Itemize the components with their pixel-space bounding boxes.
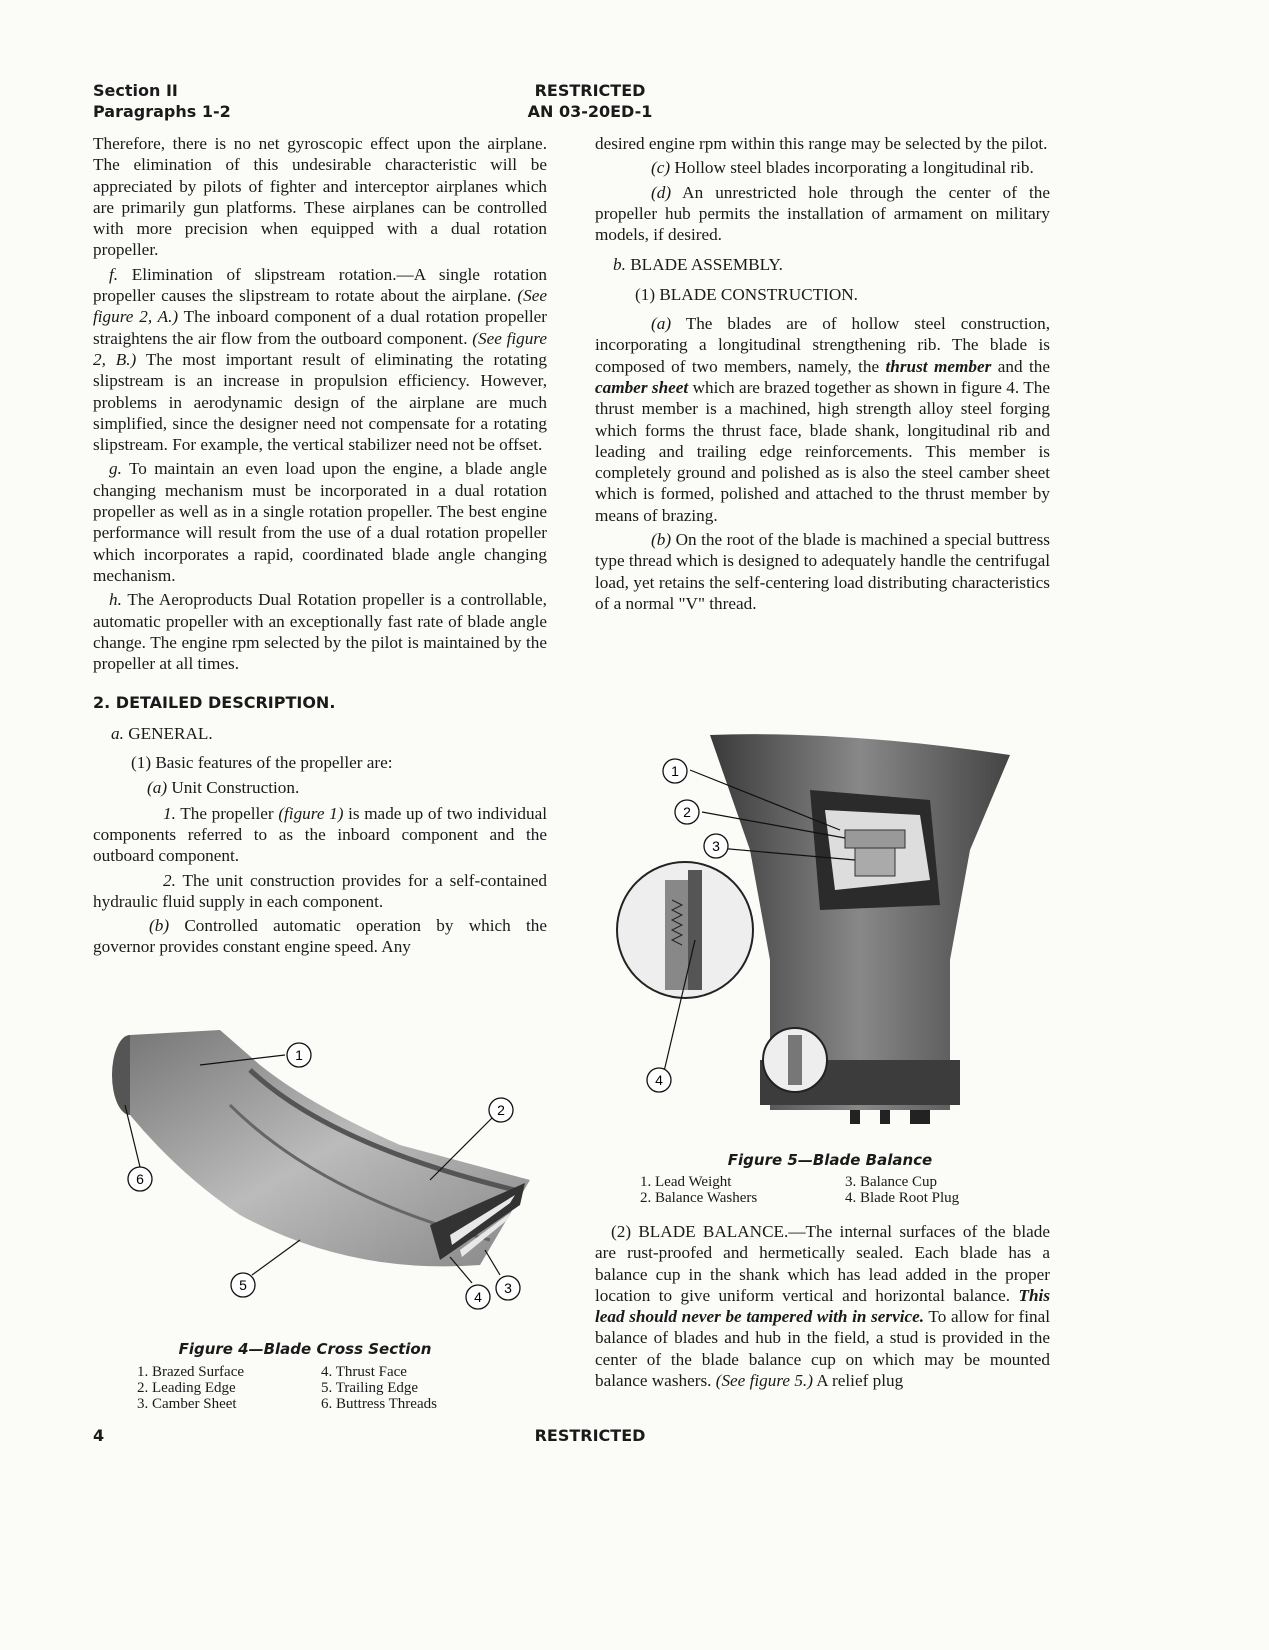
subheading-general [111,723,547,744]
paragraph-construction-a [595,313,1050,526]
list-item-2 [93,870,547,913]
paragraph-text: The Aeroproducts Dual Rotation propeller is a controllable, automatic propeller with an exceptionally fast rate of blade angle change. The engine rpm selected by the pilot is maintained by the propeller at all times. [93,590,547,674]
paragraph-text: On the root of the blade is machined a special buttress type thread which is designed to adequately handle the centrifugal load, yet retains the self-centering load distributing characteristics of a normal "V" thread. [595,530,1050,613]
callout-2 [675,800,699,824]
page-header-left [93,80,231,122]
subheading-text: GENERAL. [128,723,213,743]
legend-item: 1. Brazed Surface [137,1364,245,1380]
item-text: Hollow steel blades incorporating a longitudinal rib. [674,158,1034,178]
paragraph-text: —The internal surfaces of the blade are rust-proofed and hermetically sealed. Each blade has a balance cup in the shank which has lead added in the proper location to give uniform vertical and horizontal balance. [595,1222,1050,1305]
item-label: g. [109,459,122,479]
figure-5-caption: Figure 5—Blade Balance [727,1151,933,1169]
callout-2 [489,1098,513,1122]
svg-text:2: 2 [497,1102,505,1118]
item-text: Controlled automatic operation by which the governor provides constant engine speed. Any [93,916,547,957]
term-emphasis: thrust member [885,356,992,376]
list-item-b [93,915,547,958]
paragraph-blade-balance [595,1221,1050,1391]
callout-4 [466,1285,490,1309]
legend-item: 4. Blade Root Plug [845,1190,960,1206]
paragraph-text: The most important result of eliminating the rotating slipstream is an increase in propulsion efficiency. However, problems in aerodynamic design of the airplane are much simplified, since the designer need not compensate for a rotating slipstream. For example, the vertical stabilizer need not be offset. [93,349,547,455]
paragraph-h [93,589,547,674]
legend-item: 5. Trailing Edge [321,1380,419,1396]
legend-item: 2. Balance Washers [640,1190,758,1206]
item-text: The unit construction provides for a self-contained hydraulic fluid supply in each component. [93,870,547,911]
item-label: a. [111,723,124,743]
callout-6 [128,1167,152,1191]
list-item-c [595,157,1050,178]
list-item-d [595,182,1050,246]
item-text: An unrestricted hole through the center of the propeller hub permits the installation of armament on military models, if desired. [595,182,1050,245]
item-label: (c) [651,158,671,178]
list-intro: (1) Basic features of the propeller are: [131,753,393,773]
paragraph-f [93,264,547,456]
item-text: The propeller [180,803,274,823]
subheading-blade-assembly [613,254,1050,275]
callout-5 [231,1273,255,1297]
left-text-column [93,133,547,961]
paragraph-construction-b [595,529,1050,614]
svg-text:3: 3 [712,838,720,854]
item-label: (b) [149,916,170,936]
figure-5-legend [640,1174,1020,1206]
legend-item: 4. Thrust Face [321,1364,407,1380]
svg-text:2: 2 [683,804,691,820]
svg-text:1: 1 [671,763,679,779]
item-label: 1. [163,803,176,823]
paragraph-gyroscopic: Therefore, there is no net gyroscopic effect upon the airplane. The elimination of this undesirable characteristic will be appreciated by pilots of fighter and interceptor airplanes which are primarily gun platforms. These airplanes can be controlled with more precision when equipped with a dual rotation propeller. [93,134,547,260]
figure-reference: (figure 1) [278,803,344,823]
page-header-center [500,80,680,122]
paragraph-text: Elimination of slipstream rotation.—A single rotation propeller causes the slipstream to rotate about the airplane. [93,264,548,306]
svg-text:4: 4 [655,1072,663,1088]
list-item-1 [93,803,547,867]
item-label: (b) [651,530,672,550]
paragraph-text: To allow for final balance of blades and hub in the field, a stud is provided in the center of the blade balance cup on which may be mounted balance washers. [595,1307,1050,1391]
svg-text:4: 4 [474,1289,482,1305]
callout-1 [287,1043,311,1067]
callout-3 [704,834,728,858]
item-label: b. [613,255,626,275]
callout-3 [496,1276,520,1300]
term-emphasis: camber sheet [595,377,689,397]
paragraph-text: and the [997,356,1051,376]
legend-item: 3. Balance Cup [845,1174,938,1190]
figure-reference: (See figure 2, B.) [93,328,547,369]
subheading-blade-construction: (1) BLADE CONSTRUCTION. [635,284,858,304]
paragraph-text: The inboard component of a dual rotation propeller straightens the air flow from the outboard component. [93,307,547,348]
paragraph-text: To maintain an even load upon the engine, a blade angle changing mechanism must be incorporated in a dual rotation propeller as well as in a single rotation propeller. The best engine performance will result from the use of a dual rotation propeller which incorporates a rapid, coordinated blade angle changing mechanism. [93,459,547,585]
list-item-a [147,777,547,798]
legend-item: 2. Leading Edge [137,1380,236,1396]
item-label: (d) [651,182,672,202]
legend-item: 3. Camber Sheet [137,1396,237,1412]
svg-text:5: 5 [239,1277,247,1293]
paragraph-continued: desired engine rpm within this range may be selected by the pilot. [595,134,1048,153]
item-text: Unit Construction. [171,778,300,798]
paragraph-g [93,458,547,586]
callout-4 [647,1068,671,1092]
section-heading: 2. DETAILED DESCRIPTION. [93,693,336,713]
footer-classification: RESTRICTED [534,1426,646,1445]
figure-reference: (See figure 5.) [715,1371,813,1391]
svg-text:3: 3 [504,1280,512,1296]
svg-text:6: 6 [136,1171,144,1187]
paragraph-heading: (2) BLADE BALANCE. [611,1222,789,1241]
callout-1 [663,759,687,783]
item-text: is made up of two individual components referred to as the inboard component and the outboard component. [93,803,547,866]
legend-item: 1. Lead Weight [640,1174,732,1190]
subheading-text: BLADE ASSEMBLY. [630,255,783,275]
header-classification: RESTRICTED [534,81,646,100]
item-label: 2. [163,870,176,890]
legend-item: 6. Buttress Threads [321,1396,437,1412]
figure-reference: (See figure 2, A.) [93,286,547,327]
right-text-column [595,133,1050,617]
svg-text:1: 1 [295,1047,303,1063]
item-label: (a) [651,314,672,334]
section-label: Section II [93,81,178,100]
paragraph-text: The blades are of hollow steel construction, incorporating a longitudinal strengthening rib. The blade is composed of two members, namely, the [595,314,1050,376]
document-number: AN 03-20ED-1 [527,102,653,121]
figure-4-legend [137,1364,477,1412]
figure-5-callouts [610,730,1040,1130]
item-label: h. [109,590,122,610]
blade-balance-text [595,1221,1050,1394]
item-label: (a) [147,778,168,798]
paragraph-text: which are brazed together as shown in figure 4. The thrust member is a machined, high strength alloy steel forging which forms the thrust face, blade shank, longitudinal rib and leading and trailing edge reinforcements. This member is completely ground and polished as is also the steel camber sheet which is formed, polished and attached to the thrust member by means of brazing. [595,377,1050,525]
warning-text: This lead should never be tampered with in service. [595,1285,1051,1327]
figure-4-callouts [100,1025,540,1325]
item-label: f. [109,264,119,284]
paragraph-text: A relief plug [816,1371,904,1391]
paragraphs-label: Paragraphs 1-2 [93,102,231,121]
page-number: 4 [93,1426,105,1445]
figure-4-caption: Figure 4—Blade Cross Section [178,1340,432,1358]
